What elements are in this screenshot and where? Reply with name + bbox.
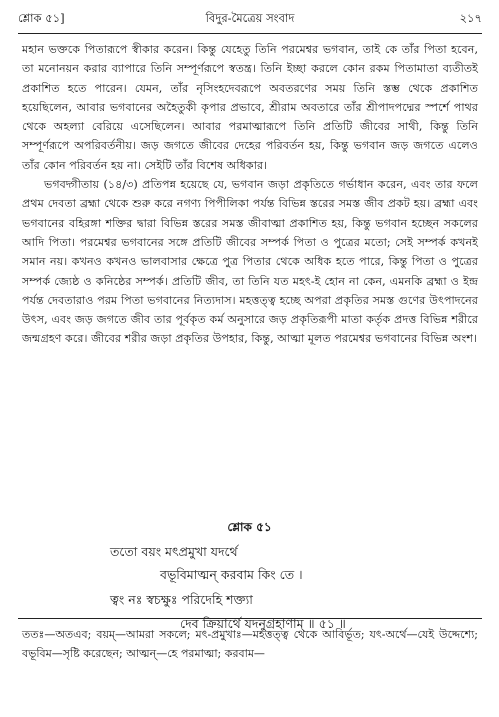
- purport-paragraph-1: মহান ভক্তকে পিতারূপে স্বীকার করেন। কিন্তু যেহেতু তিনি পরমেশ্বর ভগবান, তাই কে তাঁর পিতা হবেন, তা মনোনয়ন করার ব্যাপারে তিনি সম্পূর্ণরূপে স্বতন্ত্র। তিনি ইচ্ছা করলে কোন রকম পিতামাতা ব্যতীতই প্রকাশিত হতে পারেন। যেমন, তাঁর নৃসিংহদেবরূপে অবতরণের সময় তিনি স্তম্ভ থেকে প্রকাশিত হয়েছিলেন, আবার ভগবানের অহৈতুকী কৃপার প্রভাবে, শ্রীরাম অবতারে তাঁর শ্রীপাদপদ্মের স্পর্শে পাথর থেকে অহল্যা বেরিয়ে এসেছিলেন। আবার পরমাত্মারূপে তিনি প্রতিটি জীবের সাথী, কিন্তু তিনি সম্পূর্ণরূপে অপরিবর্তনীয়। জড় জগতে জীবের দেহের পরিবর্তন হয়, কিন্তু ভগবান জড় জগতে এলেও তাঁর কোন পরিবর্তন হয় না। সেইটি তাঁর বিশেষ অধিকার।: [22, 43, 478, 172]
- verse-line-4: দেব ক্রিয়ার্থে যদনুগ্রহাণাম্ ॥ ৫১ ॥: [180, 616, 346, 631]
- chapter-title: বিদুর-মৈত্রেয় সংবাদ: [205, 11, 295, 25]
- verse-line-2: বভূবিমাত্মন্ করবাম কিং তে ।: [160, 567, 303, 582]
- verse-reference: শ্লোক ৫১]: [18, 11, 65, 25]
- page-number: ২১৭: [459, 11, 482, 25]
- synonyms-divider: [18, 618, 482, 619]
- verse-title: শ্লোক ৫১: [227, 520, 272, 534]
- verse-line-1: ততো বয়ং মৎপ্রমুখা যদর্থে: [110, 544, 238, 559]
- synonyms-text: ততঃ—অতএব; বয়ম্—আমরা সকলে; মৎ-প্রমুখাঃ—মহত্তত্ত্ব থেকে আবির্ভূত; যৎ-অর্থে—যেই উদ্দেশ্যে; বভূবিম—সৃষ্টি করেছেন; আত্মন্—হে পরমাত্মা; করবাম—: [22, 628, 478, 660]
- page-header: [18, 10, 482, 32]
- purport-paragraph-2: ভগবদ্গীতায় (১৪/৩) প্রতিপন্ন হয়েছে যে, ভগবান জড়া প্রকৃতিতে গর্ভাধান করেন, এবং তার ফলে প্রথম দেবতা ব্রহ্মা থেকে শুরু করে নগণ্য পিপীলিকা পর্যন্ত বিভিন্ন স্তরের সমস্ত জীব প্রকট হয়। ব্রহ্মা এবং ভগবানের বহিরঙ্গা শক্তির দ্বারা বিভিন্ন স্তরের সমস্ত জীবাত্মা প্রকাশিত হয়, কিন্তু ভগবান হচ্ছেন সকলের আদি পিতা। পরমেশ্বর ভগবানের সঙ্গে প্রতিটি জীবের সম্পর্ক পিতা ও পুত্রের মতো; সেই সম্পর্ক কখনই সমান নয়। কখনও কখনও ভালবাসার ক্ষেত্রে পুত্র পিতার থেকে অধিক হতে পারে, কিন্তু পিতা ও পুত্রের সম্পর্ক জ্যেষ্ঠ ও কনিষ্ঠের সম্পর্ক। প্রতিটি জীব, তা তিনি যত মহৎ-ই হোন না কেন, এমনকি ব্রহ্মা ও ইন্দ্র পর্যন্ত দেবতারাও পরম পিতা ভগবানের নিত্যদাস। মহত্তত্ত্ব হচ্ছে অপরা প্রকৃতির সমস্ত গুণের উৎপাদনের উৎস, এবং জড় জগতে জীব তার পূর্বকৃত কর্ম অনুসারে জড় প্রকৃতিরূপী মাতা কর্তৃক প্রদত্ত বিভিন্ন শরীরে জন্মগ্রহণ করে। জীবের শরীর জড়া প্রকৃতির উপহার, কিন্তু, আত্মা মূলত পরমেশ্বর ভগবানের বিভিন্ন অংশ।: [22, 178, 478, 346]
- header-divider: [18, 33, 482, 34]
- purport-text: [22, 40, 478, 349]
- verse-line-3: ত্বং নঃ স্বচক্ষুঃ পরিদেহি শক্ত্যা: [110, 592, 253, 607]
